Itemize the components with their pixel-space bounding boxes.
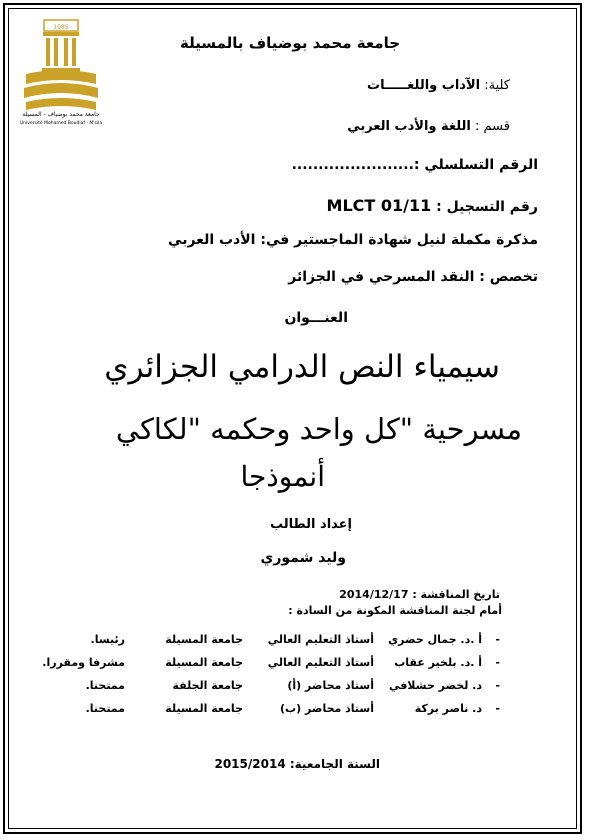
jury-member-name: د. ناصر بركة bbox=[414, 702, 482, 715]
jury-dash: - bbox=[495, 633, 500, 646]
student-name: وليد شموري bbox=[260, 550, 346, 566]
jury-member-name: أ .د. جمال حضري bbox=[388, 633, 482, 646]
university-name: جامعة محمد بوضياف بالمسيلة bbox=[179, 34, 401, 52]
title-label: العنـــوان bbox=[284, 310, 348, 326]
jury-member-rank: أستاذ محاضر (ب) bbox=[280, 702, 374, 715]
thesis-title-line-1: سيمياء النص الدرامي الجزائري bbox=[104, 349, 500, 385]
jury-row bbox=[0, 656, 590, 674]
faculty-line bbox=[367, 78, 510, 93]
registration-label: رقم التسجيل : bbox=[436, 199, 538, 215]
jury-member-name: د. لخضر حشلافي bbox=[388, 679, 482, 692]
jury-member-university: جامعة المسيلة bbox=[165, 633, 243, 646]
faculty-value: الآداب واللغـــــات bbox=[367, 78, 481, 93]
department-line bbox=[347, 119, 510, 134]
jury-dash: - bbox=[495, 679, 500, 692]
logo-name-fr: Université Mohamed Boudiaf - M'sila bbox=[19, 121, 103, 126]
jury-member-role: رئيسا. bbox=[90, 633, 125, 646]
jury-row bbox=[0, 679, 590, 697]
jury-member-rank: أستاذ التعليم العالي bbox=[267, 656, 374, 669]
specialty: تخصص : النقد المسرحي في الجزائر bbox=[288, 269, 538, 285]
academic-year-label: السنة الجامعية: bbox=[289, 757, 380, 771]
academic-year-value: 2015/2014 bbox=[214, 757, 286, 771]
jury-member-role: مشرفا ومقررا. bbox=[42, 656, 125, 669]
jury-dash: - bbox=[495, 656, 500, 669]
registration-line bbox=[327, 196, 538, 215]
jury-member-university: جامعة الجلفة bbox=[172, 679, 243, 692]
defense-date-value: 2014/12/17 bbox=[339, 588, 409, 601]
defense-date-label: تاريخ المناقشة : bbox=[412, 588, 500, 601]
jury-member-university: جامعة المسيلة bbox=[165, 656, 243, 669]
department-label: قسم : bbox=[475, 119, 510, 134]
prepared-by-label: إعداد الطالب bbox=[269, 517, 352, 532]
jury-member-university: جامعة المسيلة bbox=[165, 702, 243, 715]
jury-title: أمام لجنة المناقشة المكونة من السادة : bbox=[288, 604, 502, 617]
jury-member-rank: أستاذ محاضر (أ) bbox=[287, 679, 374, 692]
jury-row bbox=[0, 702, 590, 720]
jury-member-name: أ .د. بلخير عقاب bbox=[394, 656, 482, 669]
logo-name-ar: جامعة محمد بوضياف - المسيلة bbox=[22, 111, 100, 118]
jury-member-rank: أستاذ التعليم العالي bbox=[267, 633, 374, 646]
jury-dash: - bbox=[495, 702, 500, 715]
serial-number: الرقم التسلسلي :....................... bbox=[291, 157, 538, 173]
thesis-title-line-3: أنموذجا bbox=[240, 460, 325, 493]
logo-year: 1985 bbox=[53, 24, 69, 31]
jury-member-role: ممتحنا. bbox=[85, 702, 125, 715]
academic-year bbox=[214, 757, 380, 771]
registration-code: MLCT 01/11 bbox=[326, 196, 432, 215]
faculty-label: كلية: bbox=[484, 78, 510, 93]
department-value: اللغة والأدب العربي bbox=[347, 119, 471, 134]
jury-row bbox=[0, 633, 590, 651]
memo-statement: مذكرة مكملة لنيل شهادة الماجستير في: الأدب العربي bbox=[168, 232, 538, 248]
defense-date bbox=[339, 588, 500, 601]
jury-member-role: ممتحنا. bbox=[85, 679, 125, 692]
thesis-title-line-2: مسرحية "كل واحد وحكمه "لكاكي bbox=[115, 412, 522, 446]
